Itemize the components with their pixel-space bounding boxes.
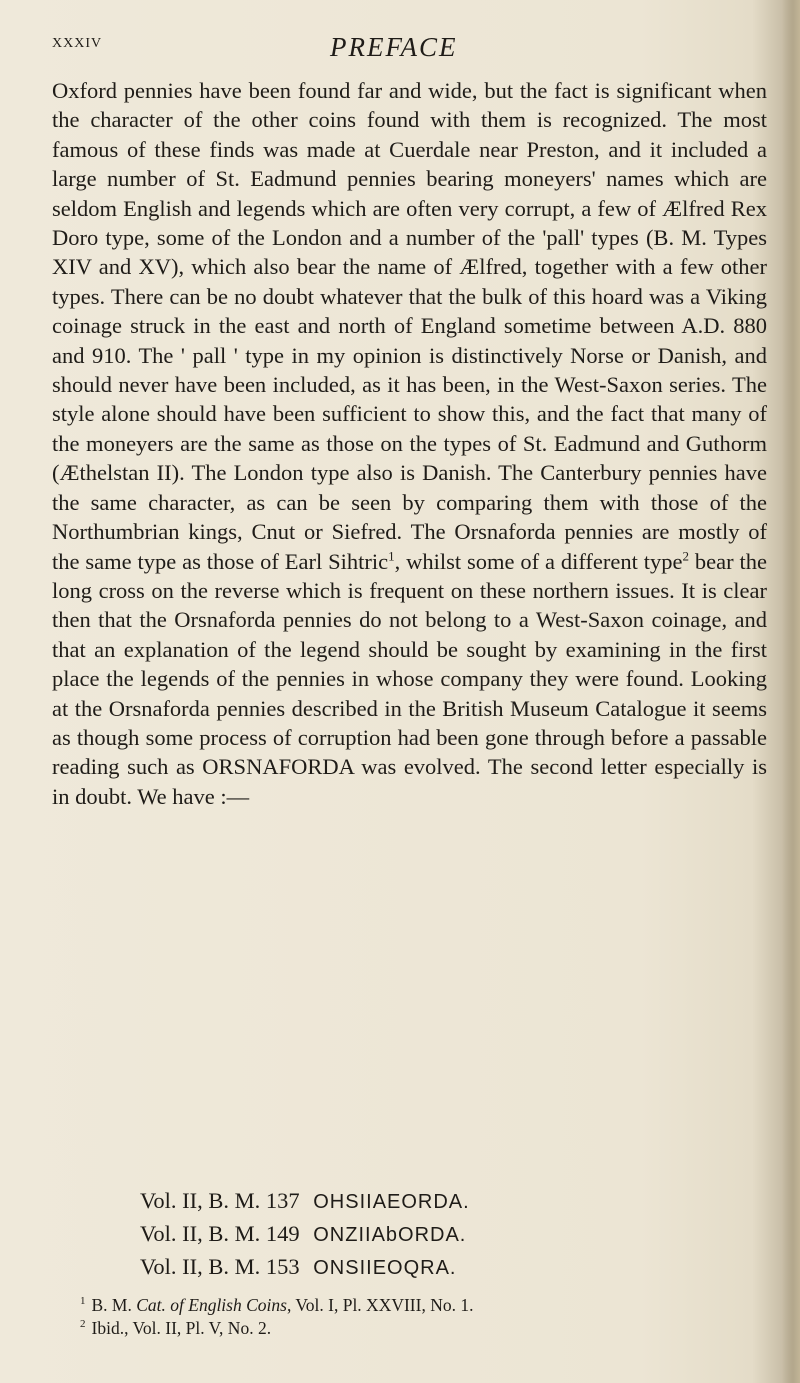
paragraph-text: bear the long cross on the reverse which is frequent on these northern issues. It is clear then that the Orsnaforda pennies do not belong to a West-Saxon coinage, and that an explanation of the legend should be sought by examining in the first place the legends of the pennies in whose company they were found. Looking at the Orsnaforda pennies described in the British Museum Catalogue it seems as though some process of corruption had been gone through before a passable reading such as ORSNAFORDA was evolved. The second letter especially is in doubt. We have :— [52, 548, 767, 809]
footnote-text: Ibid., Vol. II, Pl. V, No. 2. [91, 1318, 272, 1338]
footnote-number: 1 [80, 1295, 86, 1308]
page-number: xxxiv [52, 30, 103, 52]
paragraph-text: Oxford pennies have been found far and wide, but the fact is significant when the character of the other coins found with them is recognized. The most famous of these finds was made at Cuerdale near Preston, and it included a large number of St. Eadmund pennies bearing moneyers' names which are seldom English and legends which are often very corrupt, a few of Ælfred Rex Doro type, some of the London and a number of the 'pall' types (B. M. Types XIV and XV), which also bear the name of Ælfred, together with a few other types. There can be no doubt whatever that the bulk of this hoard was a Viking coinage struck in the east and north of England sometime between A.D. 880 and 910. The ' pall ' type in my opinion is distinctively Norse or Danish, and should never have been included, as it has been, in the West-Saxon series. The style alone should have been sufficient to show this, and the fact that many of the moneyers are the same as those on the types of St. Eadmund and Guthorm (Æthelstan II). The London type also is Danish. The Canterbury pennies have the same character, as can be seen by comparing them with those of the Northumbrian kings, Cnut or Siefred. The Orsnaforda pennies are mostly of the same type as those of Earl Sihtric [52, 78, 767, 574]
coin-legend: ONSIIEOQRA. [313, 1257, 457, 1279]
coin-legend: OHSIIAEORDA. [313, 1191, 470, 1213]
footnotes [80, 1294, 740, 1340]
paragraph-text: , whilst some of a different type [394, 548, 683, 574]
footnote-text: B. M. [91, 1295, 137, 1315]
body-text [52, 76, 767, 811]
footnote [80, 1317, 740, 1340]
page-header [52, 30, 752, 66]
list-item [140, 1251, 700, 1284]
list-item [140, 1185, 700, 1218]
list-item [140, 1218, 700, 1251]
footnote [80, 1294, 740, 1317]
citation: Vol. II, B. M. 153 [140, 1254, 300, 1279]
paragraph [52, 76, 767, 811]
footnote-number: 2 [80, 1318, 86, 1331]
page-edge-shadow [782, 0, 800, 1383]
citation: Vol. II, B. M. 149 [140, 1221, 300, 1246]
footnote-mark: 1 [388, 548, 395, 563]
running-head: PREFACE [330, 32, 458, 62]
footnote-mark: 2 [682, 548, 690, 563]
footnote-title: Cat. of English Coins [136, 1295, 287, 1315]
footnote-text: , Vol. I, Pl. XXVIII, No. 1. [286, 1295, 474, 1315]
citation: Vol. II, B. M. 137 [140, 1188, 300, 1213]
coin-legend-list [140, 1185, 700, 1284]
coin-legend: ONZIIAbORDA. [313, 1224, 467, 1246]
